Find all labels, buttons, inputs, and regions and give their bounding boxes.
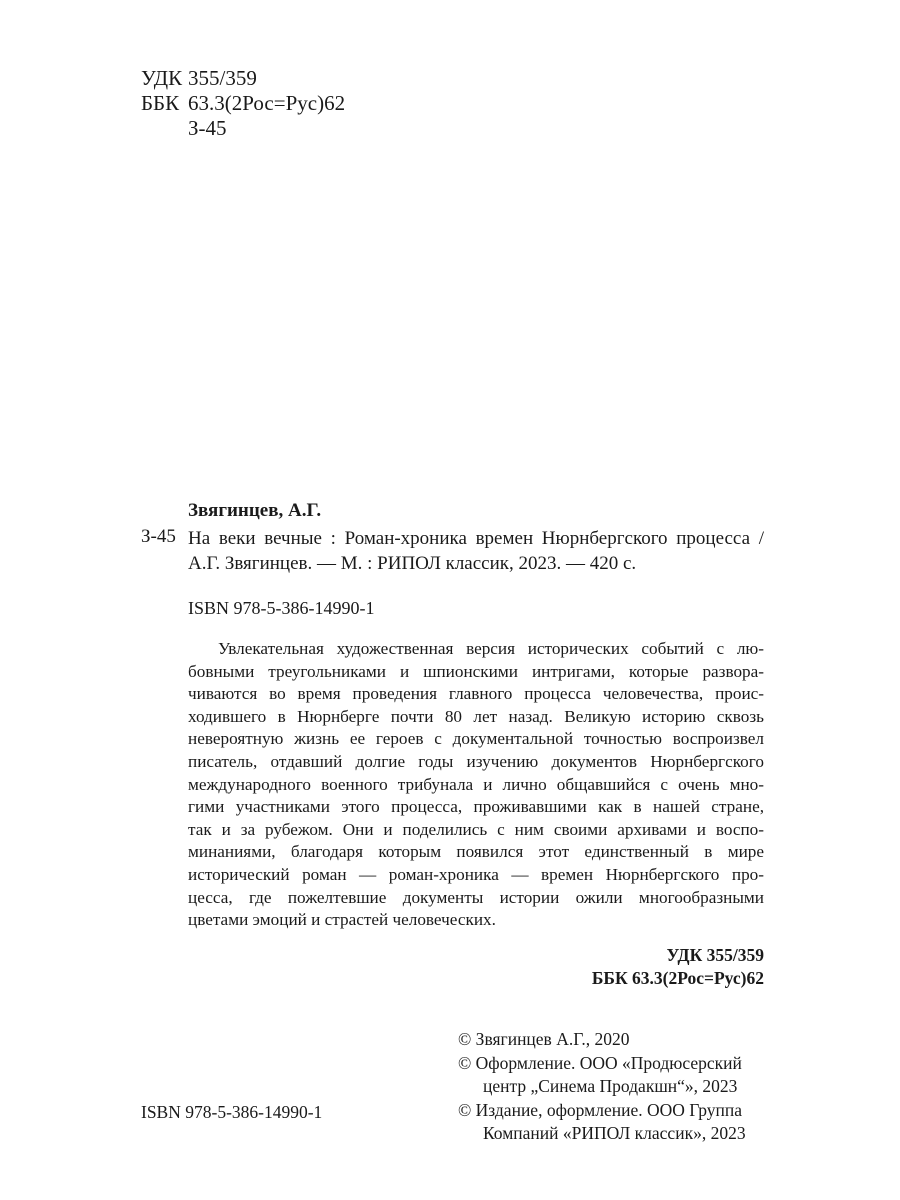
annotation-line: исторический роман — роман-хроника — времен Нюрнбергского про- <box>188 864 764 884</box>
copyright-line: © Издание, оформление. ООО Группа <box>458 1099 743 1120</box>
copyright-block <box>458 1028 746 1146</box>
annotation-line: невероятную жизнь ее героев с документальной точностью воспроизвел <box>188 729 764 749</box>
annotation-line: цветами эмоций и страстей человеческих. <box>188 910 496 930</box>
entry-isbn: ISBN 978-5-386-14990-1 <box>188 598 375 618</box>
annotation-line: так и за рубежом. Они и поделились с ним своими архивами и воспо- <box>188 819 764 839</box>
classification-codes-right <box>592 944 764 990</box>
bbk-row <box>141 91 345 116</box>
annotation-line: международного военного трибунала и лично общавшийся с очень мно- <box>188 774 764 794</box>
author-heading: Звягинцев, А.Г. <box>188 500 322 521</box>
bibliographic-description: На веки вечные : Роман-хроника времен Нюрнбергского процесса / А.Г. Звягинцев. — М. : РИПОЛ классик, 2023. — 420 с. <box>188 528 764 574</box>
isbn-bottom: ISBN 978-5-386-14990-1 <box>141 1102 323 1122</box>
annotation-line: ходившего в Нюрнберге почти 80 лет назад. Великую историю сквозь <box>188 706 764 726</box>
udk-code: УДК 355/359 <box>666 945 764 965</box>
annotation-line: бовными треугольниками и шпионскими интригами, которые развора- <box>188 661 764 681</box>
annotation-line: писатель, отдавший долгие годы изучению документов Нюрнбергского <box>188 751 764 771</box>
copyright-line: центр „Синема Продакшн“», 2023 <box>483 1076 738 1096</box>
bbk-value: 63.3(2Рос=Рус)62 <box>188 91 346 115</box>
bbk-label: ББК <box>141 91 180 115</box>
annotation-line: гими участниками этого процесса, проживавшими как в нашей стране, <box>188 797 764 817</box>
bbk-code: ББК 63.3(2Рос=Рус)62 <box>591 968 764 988</box>
annotation-text <box>188 638 764 932</box>
entry-author-mark: З-45 <box>141 526 176 547</box>
top-classification-codes <box>141 66 345 141</box>
annotation-line: Увлекательная художественная версия исторических событий с лю- <box>218 639 764 658</box>
copyright-line: © Звягинцев А.Г., 2020 <box>458 1029 630 1049</box>
author-mark-top: З-45 <box>188 116 227 140</box>
annotation-line: цесса, где пожелтевшие документы истории ожили многообразными <box>188 887 764 907</box>
copyright-line: Компаний «РИПОЛ классик», 2023 <box>483 1123 746 1143</box>
annotation-line: чиваются во время проведения главного процесса человечества, проис- <box>188 684 764 704</box>
udk-row <box>141 66 345 91</box>
copyright-line: © Оформление. ООО «Продюсерский <box>458 1052 742 1073</box>
udk-value: 355/359 <box>188 66 257 90</box>
udk-label: УДК <box>141 66 183 90</box>
annotation-line: минаниями, благодаря которым появился этот единственный в мире <box>188 842 764 862</box>
